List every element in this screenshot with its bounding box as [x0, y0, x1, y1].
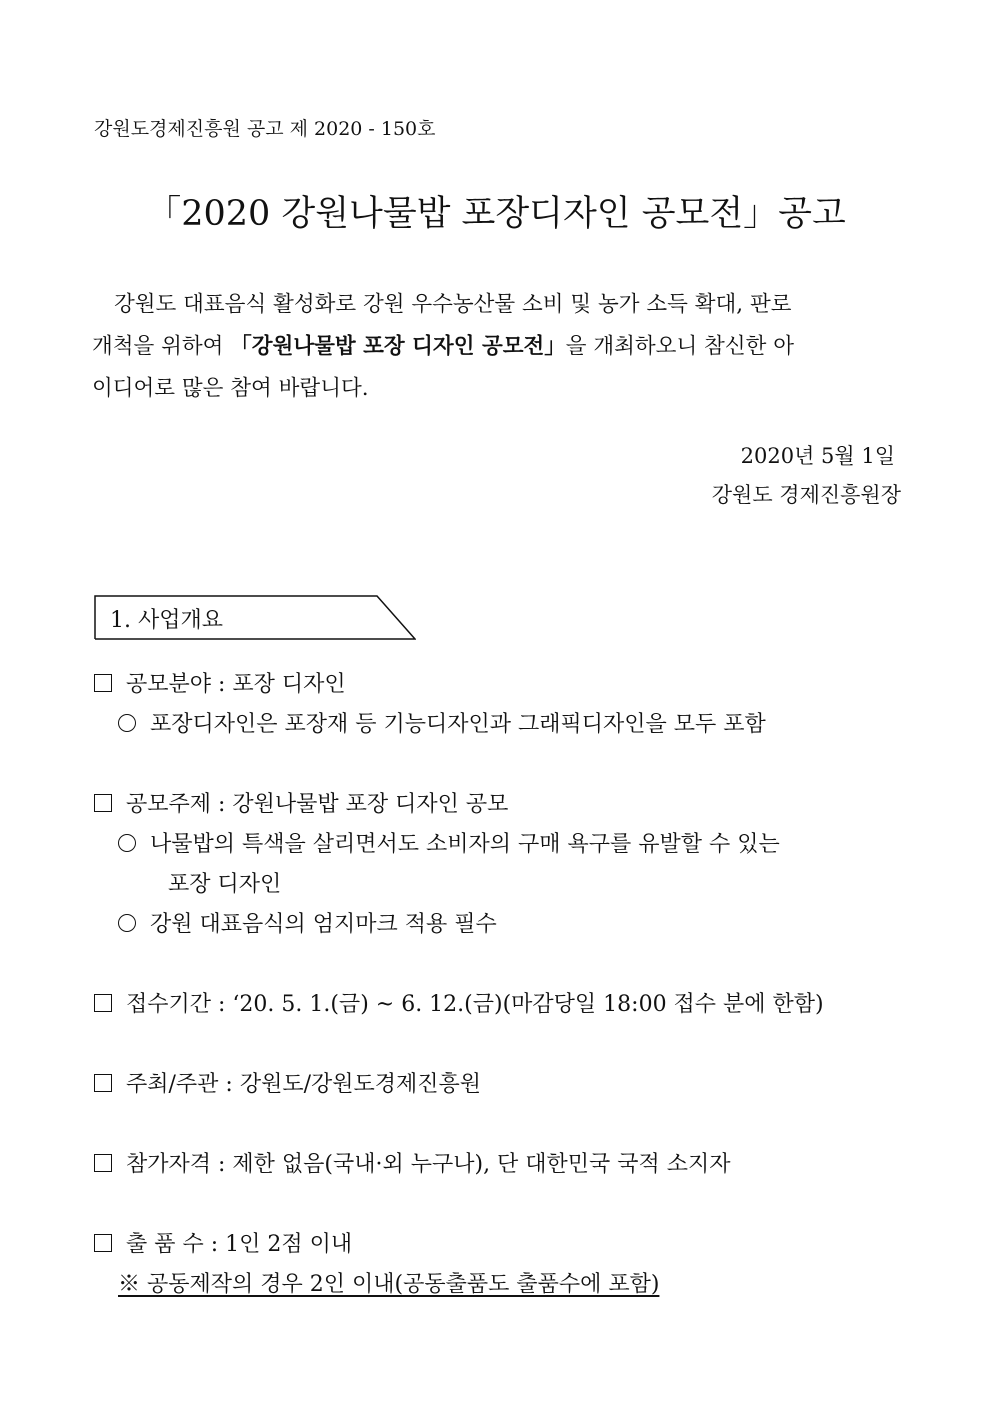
- intro-contest-name: 「강원나물밥 포장 디자인 공모전」: [230, 334, 566, 359]
- checkbox-square-icon: [94, 1074, 112, 1092]
- list-item: [94, 671, 346, 699]
- list-item: [94, 991, 824, 1019]
- intro-line-3: 이디어로 많은 참여 바랍니다.: [92, 376, 369, 401]
- intro-line-2-post: 을 개최하오니 참신한 아: [565, 334, 794, 359]
- notice-date: 2020년 5월 1일: [740, 444, 895, 468]
- intro-line-1: 강원도 대표음식 활성화로 강원 우수농산물 소비 및 농가 소득 확대, 판로: [114, 292, 792, 317]
- item-text: 나물밥의 특색을 살리면서도 소비자의 구매 욕구를 유발할 수 있는: [150, 832, 780, 857]
- item-text: 공모주제 : 강원나물밥 포장 디자인 공모: [126, 792, 509, 817]
- list-item: [118, 831, 780, 859]
- note-text: ※ 공동제작의 경우 2인 이내(공동출품도 출품수에 포함): [118, 1272, 660, 1297]
- issuing-organization: 강원도 경제진흥원장: [711, 483, 901, 507]
- item-text: 주최/주관 : 강원도/강원도경제진흥원: [126, 1072, 482, 1097]
- checkbox-square-icon: [94, 794, 112, 812]
- item-text: 접수기간 : ‘20. 5. 1.(금) ~ 6. 12.(금)(마감당일 18:00 접수 분에 한함): [126, 992, 824, 1017]
- list-item: [94, 1231, 352, 1259]
- circle-bullet-icon: [118, 834, 136, 852]
- list-item: [118, 911, 497, 939]
- checkbox-square-icon: [94, 674, 112, 692]
- item-text: 출 품 수 : 1인 2점 이내: [126, 1232, 353, 1257]
- item-text: 강원 대표음식의 엄지마크 적용 필수: [150, 912, 497, 937]
- checkbox-square-icon: [94, 994, 112, 1012]
- list-item: [94, 791, 508, 819]
- circle-bullet-icon: [118, 714, 136, 732]
- list-item: [118, 711, 766, 739]
- intro-paragraph: [92, 284, 918, 410]
- checkbox-square-icon: [94, 1234, 112, 1252]
- item-text: 포장디자인은 포장재 등 기능디자인과 그래픽디자인을 모두 포함: [150, 712, 766, 737]
- section-heading: 1. 사업개요: [110, 608, 223, 633]
- page-title: 「2020 강원나물밥 포장디자인 공모전」공고: [146, 194, 846, 234]
- notice-number: 강원도경제진흥원 공고 제 2020 - 150호: [94, 118, 436, 140]
- item-text: 참가자격 : 제한 없음(국내·외 누구나), 단 대한민국 국적 소지자: [126, 1152, 731, 1177]
- item-text: 공모분야 : 포장 디자인: [126, 672, 346, 697]
- list-item: [94, 1071, 481, 1099]
- section-heading-box: [94, 595, 416, 640]
- circle-bullet-icon: [118, 914, 136, 932]
- intro-line-2: [92, 326, 918, 368]
- intro-line-2-pre: 개척을 위하여: [92, 334, 231, 359]
- checkbox-square-icon: [94, 1154, 112, 1172]
- list-item: [94, 1151, 731, 1179]
- list-item-continuation: 포장 디자인: [168, 872, 282, 897]
